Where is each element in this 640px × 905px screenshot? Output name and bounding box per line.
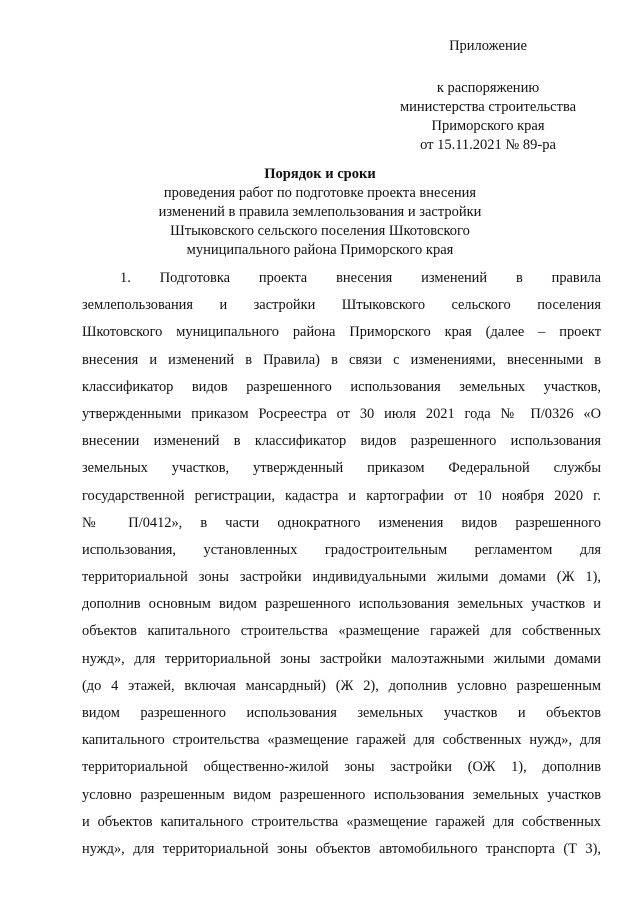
body-line: земельных участков, утвержденный приказом Федеральной службы — [82, 460, 601, 477]
body-line: классификатор видов разрешенного использования земельных участков, — [82, 378, 601, 395]
heading-subtitle-line: Штыковского сельского поселения Шкотовского — [170, 223, 470, 239]
body-line: капитального строительства «размещение гаражей для собственных нужд», для — [82, 732, 601, 749]
appendix-title — [388, 37, 588, 56]
document-heading — [80, 165, 560, 260]
appendix-line: от 15.11.2021 № 89-ра — [420, 137, 556, 153]
appendix-line: министерства строительства — [399, 99, 577, 115]
body-line: использования, установленных градостроительным регламентом для — [82, 541, 601, 558]
body-line: дополнив основным видом разрешенного использования земельных участков и — [82, 596, 601, 613]
body-line: утвержденными приказом Росреестра от 30 июля 2021 года № П/0326 «О — [82, 405, 601, 422]
body-line: нужд», для территориальной зоны объектов автомобильного транспорта (Т 3), — [82, 840, 601, 857]
body-line: видом разрешенного использования земельных участков и объектов — [82, 705, 601, 721]
body-line: объектов капитального строительства «размещение гаражей для собственных — [82, 623, 601, 640]
body-line: внесения и изменений в Правила) в связи с изменениями, внесенными в — [82, 351, 601, 368]
body-line: (до 4 этажей, включая мансардный) (Ж 2), дополнив условно разрешенным — [82, 677, 601, 694]
paragraph-1 — [82, 265, 601, 863]
body-line: условно разрешенным видом разрешенного использования земельных участков — [82, 786, 601, 803]
body-line: территориальной общественно-жилой зоны застройки (ОЖ 1), дополнив — [82, 759, 601, 776]
appendix-reference — [388, 79, 588, 155]
body-line: № П/0412», в части однократного изменения видов разрешенного — [82, 514, 601, 531]
body-line: территориальной зоны застройки индивидуальными жилыми домами (Ж 1), — [82, 569, 601, 586]
appendix-title-text: Приложение — [449, 38, 527, 54]
body-line: и объектов капитального строительства «размещение гаражей для собственных — [82, 813, 601, 830]
heading-subtitle-line: муниципального района Приморского края — [186, 242, 454, 258]
appendix-line: Приморского края — [431, 118, 545, 134]
appendix-line: к распоряжению — [436, 80, 540, 96]
heading-subtitle-line: изменений в правила землепользования и застройки — [158, 204, 482, 220]
body-line: государственной регистрации, кадастра и картографии от 10 ноября 2020 г. — [82, 487, 601, 504]
body-line: 1. Подготовка проекта внесения изменений в правила — [120, 270, 601, 286]
heading-subtitle-line: проведения работ по подготовке проекта внесения — [163, 185, 477, 201]
body-line: землепользования и застройки Штыковского сельского поселения — [82, 297, 601, 314]
body-line: нужд», для территориальной зоны застройки малоэтажными жилыми домами — [82, 650, 601, 667]
document-title: Порядок и сроки — [264, 166, 376, 182]
body-line: внесении изменений в классификатор видов разрешенного использования — [82, 433, 601, 450]
body-line: Шкотовского муниципального района Приморского края (далее – проект — [82, 324, 601, 341]
